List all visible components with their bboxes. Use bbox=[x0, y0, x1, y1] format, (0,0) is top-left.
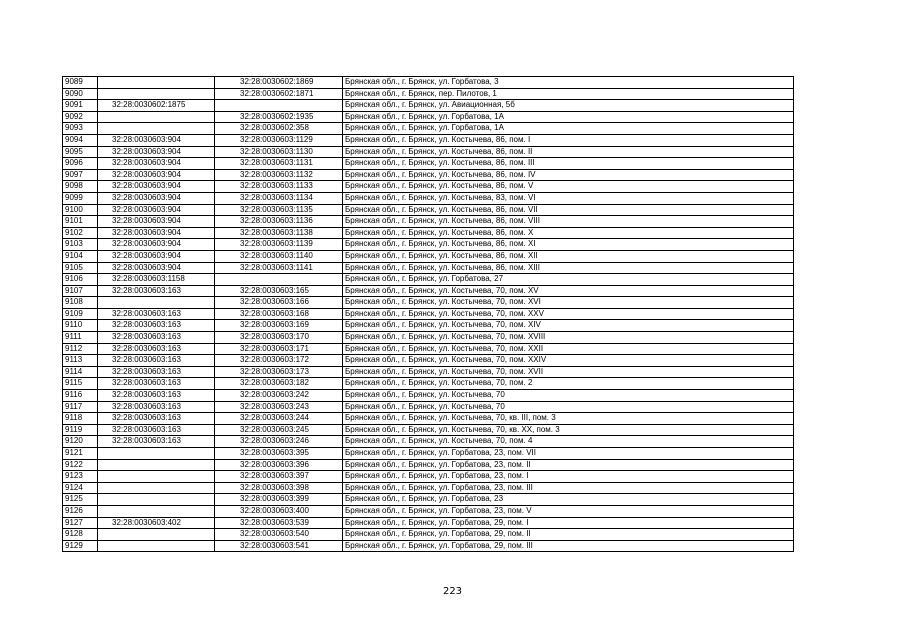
cadastral-number-cell: 32:28:0030603:1141 bbox=[215, 262, 343, 274]
cadastral-number-cell: 32:28:0030603:246 bbox=[215, 436, 343, 448]
row-number-cell: 9110 bbox=[63, 320, 98, 332]
row-number-cell: 9108 bbox=[63, 297, 98, 309]
address-cell: Брянская обл., г. Брянск, ул. Горбатова, 23 bbox=[343, 494, 794, 506]
cadastral-number-cell: 32:28:0030603:399 bbox=[215, 494, 343, 506]
cadastral-number-cell: 32:28:0030603:1134 bbox=[215, 192, 343, 204]
address-cell: Брянская обл., г. Брянск, ул. Горбатова, 29, пом. II bbox=[343, 529, 794, 541]
parent-cadastral-number-cell: 32:28:0030603:163 bbox=[98, 320, 215, 332]
table-row bbox=[63, 413, 794, 425]
cadastral-number-cell: 32:28:0030603:541 bbox=[215, 540, 343, 552]
cadastral-number-cell: 32:28:0030602:1871 bbox=[215, 88, 343, 100]
address-cell: Брянская обл., г. Брянск, ул. Костычева, 70, пом. XV bbox=[343, 285, 794, 297]
address-cell: Брянская обл., г. Брянск, ул. Костычева, 86, пом. X bbox=[343, 227, 794, 239]
row-number-cell: 9095 bbox=[63, 146, 98, 158]
row-number-cell: 9129 bbox=[63, 540, 98, 552]
cadastral-number-cell: 32:28:0030602:358 bbox=[215, 123, 343, 135]
address-cell: Брянская обл., г. Брянск, ул. Костычева, 70 bbox=[343, 390, 794, 402]
address-cell: Брянская обл., г. Брянск, ул. Костычева, 70, пом. 4 bbox=[343, 436, 794, 448]
table-row bbox=[63, 227, 794, 239]
address-cell: Брянская обл., г. Брянск, ул. Костычева, 70, пом. XVII bbox=[343, 366, 794, 378]
table-row bbox=[63, 250, 794, 262]
cadastral-number-cell: 32:28:0030603:1135 bbox=[215, 204, 343, 216]
address-cell: Брянская обл., г. Брянск, ул. Горбатова, 23, пом. III bbox=[343, 482, 794, 494]
table-row bbox=[63, 401, 794, 413]
cadastral-number-cell: 32:28:0030603:1136 bbox=[215, 216, 343, 228]
row-number-cell: 9116 bbox=[63, 390, 98, 402]
cadastral-number-cell: 32:28:0030603:396 bbox=[215, 459, 343, 471]
row-number-cell: 9121 bbox=[63, 448, 98, 460]
row-number-cell: 9104 bbox=[63, 250, 98, 262]
table-row bbox=[63, 482, 794, 494]
address-cell: Брянская обл., г. Брянск, ул. Костычева, 86, пом. I bbox=[343, 134, 794, 146]
row-number-cell: 9098 bbox=[63, 181, 98, 193]
table-row bbox=[63, 285, 794, 297]
row-number-cell: 9113 bbox=[63, 355, 98, 367]
table-row bbox=[63, 262, 794, 274]
table-row bbox=[63, 158, 794, 170]
parent-cadastral-number-cell bbox=[98, 459, 215, 471]
address-cell: Брянская обл., г. Брянск, ул. Костычева, 86, пом. V bbox=[343, 181, 794, 193]
parent-cadastral-number-cell: 32:28:0030603:904 bbox=[98, 239, 215, 251]
cadastral-table bbox=[62, 76, 794, 552]
cadastral-number-cell: 32:28:0030603:182 bbox=[215, 378, 343, 390]
parent-cadastral-number-cell: 32:28:0030603:904 bbox=[98, 262, 215, 274]
row-number-cell: 9105 bbox=[63, 262, 98, 274]
row-number-cell: 9094 bbox=[63, 134, 98, 146]
cadastral-number-cell: 32:28:0030602:1869 bbox=[215, 77, 343, 89]
cadastral-number-cell: 32:28:0030603:540 bbox=[215, 529, 343, 541]
address-cell: Брянская обл., г. Брянск, ул. Горбатова, 23, пом. V bbox=[343, 505, 794, 517]
cadastral-number-cell: 32:28:0030603:170 bbox=[215, 332, 343, 344]
parent-cadastral-number-cell bbox=[98, 297, 215, 309]
parent-cadastral-number-cell: 32:28:0030603:163 bbox=[98, 378, 215, 390]
cadastral-number-cell bbox=[215, 100, 343, 112]
parent-cadastral-number-cell: 32:28:0030603:402 bbox=[98, 517, 215, 529]
row-number-cell: 9112 bbox=[63, 343, 98, 355]
table-row bbox=[63, 343, 794, 355]
address-cell: Брянская обл., г. Брянск, ул. Костычева, 70, пом. XVIII bbox=[343, 332, 794, 344]
cadastral-number-cell: 32:28:0030603:1139 bbox=[215, 239, 343, 251]
page-number: 223 bbox=[442, 586, 463, 597]
table-row bbox=[63, 494, 794, 506]
table-row bbox=[63, 146, 794, 158]
address-cell: Брянская обл., г. Брянск, ул. Горбатова, 1А bbox=[343, 111, 794, 123]
parent-cadastral-number-cell: 32:28:0030603:904 bbox=[98, 250, 215, 262]
cadastral-number-cell: 32:28:0030603:539 bbox=[215, 517, 343, 529]
table-row bbox=[63, 517, 794, 529]
parent-cadastral-number-cell bbox=[98, 540, 215, 552]
address-cell: Брянская обл., г. Брянск, ул. Костычева, 70, пом. XXII bbox=[343, 343, 794, 355]
cadastral-number-cell: 32:28:0030603:243 bbox=[215, 401, 343, 413]
parent-cadastral-number-cell: 32:28:0030603:163 bbox=[98, 355, 215, 367]
table-row bbox=[63, 366, 794, 378]
address-cell: Брянская обл., г. Брянск, ул. Горбатова, 1А bbox=[343, 123, 794, 135]
address-cell: Брянская обл., г. Брянск, ул. Горбатова, 27 bbox=[343, 274, 794, 286]
parent-cadastral-number-cell: 32:28:0030603:904 bbox=[98, 204, 215, 216]
table-row bbox=[63, 216, 794, 228]
row-number-cell: 9122 bbox=[63, 459, 98, 471]
parent-cadastral-number-cell: 32:28:0030603:163 bbox=[98, 332, 215, 344]
row-number-cell: 9107 bbox=[63, 285, 98, 297]
table-row bbox=[63, 378, 794, 390]
address-cell: Брянская обл., г. Брянск, ул. Костычева, 70, пом. XXIV bbox=[343, 355, 794, 367]
row-number-cell: 9111 bbox=[63, 332, 98, 344]
row-number-cell: 9096 bbox=[63, 158, 98, 170]
address-cell: Брянская обл., г. Брянск, ул. Горбатова, 23, пом. VII bbox=[343, 448, 794, 460]
parent-cadastral-number-cell: 32:28:0030603:163 bbox=[98, 366, 215, 378]
cadastral-number-cell: 32:28:0030603:169 bbox=[215, 320, 343, 332]
cadastral-number-cell: 32:28:0030603:1131 bbox=[215, 158, 343, 170]
row-number-cell: 9127 bbox=[63, 517, 98, 529]
table-body bbox=[63, 77, 794, 552]
parent-cadastral-number-cell bbox=[98, 471, 215, 483]
row-number-cell: 9120 bbox=[63, 436, 98, 448]
parent-cadastral-number-cell bbox=[98, 494, 215, 506]
table-row bbox=[63, 111, 794, 123]
row-number-cell: 9124 bbox=[63, 482, 98, 494]
parent-cadastral-number-cell: 32:28:0030603:163 bbox=[98, 436, 215, 448]
row-number-cell: 9092 bbox=[63, 111, 98, 123]
table-row bbox=[63, 332, 794, 344]
parent-cadastral-number-cell: 32:28:0030602:1875 bbox=[98, 100, 215, 112]
parent-cadastral-number-cell: 32:28:0030603:904 bbox=[98, 169, 215, 181]
address-cell: Брянская обл., г. Брянск, ул. Костычева, 70, кв. III, пом. 3 bbox=[343, 413, 794, 425]
address-cell: Брянская обл., г. Брянск, ул. Костычева, 70, кв. XX, пом. 3 bbox=[343, 424, 794, 436]
row-number-cell: 9119 bbox=[63, 424, 98, 436]
row-number-cell: 9103 bbox=[63, 239, 98, 251]
parent-cadastral-number-cell: 32:28:0030603:904 bbox=[98, 181, 215, 193]
parent-cadastral-number-cell bbox=[98, 482, 215, 494]
table-row bbox=[63, 448, 794, 460]
row-number-cell: 9114 bbox=[63, 366, 98, 378]
parent-cadastral-number-cell bbox=[98, 88, 215, 100]
row-number-cell: 9099 bbox=[63, 192, 98, 204]
parent-cadastral-number-cell: 32:28:0030603:904 bbox=[98, 192, 215, 204]
row-number-cell: 9118 bbox=[63, 413, 98, 425]
address-cell: Брянская обл., г. Брянск, ул. Костычева, 86, пом. VIII bbox=[343, 216, 794, 228]
table-row bbox=[63, 274, 794, 286]
table-row bbox=[63, 390, 794, 402]
row-number-cell: 9123 bbox=[63, 471, 98, 483]
parent-cadastral-number-cell bbox=[98, 77, 215, 89]
cadastral-number-cell: 32:28:0030603:398 bbox=[215, 482, 343, 494]
row-number-cell: 9126 bbox=[63, 505, 98, 517]
table-row bbox=[63, 471, 794, 483]
address-cell: Брянская обл., г. Брянск, ул. Авиационная, 5б bbox=[343, 100, 794, 112]
row-number-cell: 9106 bbox=[63, 274, 98, 286]
row-number-cell: 9128 bbox=[63, 529, 98, 541]
table-row bbox=[63, 239, 794, 251]
cadastral-number-cell: 32:28:0030603:1132 bbox=[215, 169, 343, 181]
row-number-cell: 9093 bbox=[63, 123, 98, 135]
table-row bbox=[63, 529, 794, 541]
address-cell: Брянская обл., г. Брянск, ул. Костычева, 83, пом. VI bbox=[343, 192, 794, 204]
cadastral-number-cell bbox=[215, 274, 343, 286]
parent-cadastral-number-cell: 32:28:0030603:163 bbox=[98, 308, 215, 320]
cadastral-number-cell: 32:28:0030603:166 bbox=[215, 297, 343, 309]
table-row bbox=[63, 181, 794, 193]
table-row bbox=[63, 424, 794, 436]
address-cell: Брянская обл., г. Брянск, ул. Костычева, 86, пом. XI bbox=[343, 239, 794, 251]
table-row bbox=[63, 192, 794, 204]
cadastral-number-cell: 32:28:0030603:168 bbox=[215, 308, 343, 320]
address-cell: Брянская обл., г. Брянск, ул. Костычева, 86, пом. VII bbox=[343, 204, 794, 216]
address-cell: Брянская обл., г. Брянск, ул. Костычева, 86, пом. IV bbox=[343, 169, 794, 181]
address-cell: Брянская обл., г. Брянск, ул. Горбатова, 23, пом. I bbox=[343, 471, 794, 483]
parent-cadastral-number-cell: 32:28:0030603:1158 bbox=[98, 274, 215, 286]
cadastral-number-cell: 32:28:0030603:171 bbox=[215, 343, 343, 355]
row-number-cell: 9115 bbox=[63, 378, 98, 390]
cadastral-number-cell: 32:28:0030603:1138 bbox=[215, 227, 343, 239]
address-cell: Брянская обл., г. Брянск, ул. Горбатова, 29, пом. III bbox=[343, 540, 794, 552]
address-cell: Брянская обл., г. Брянск, ул. Костычева, 70, пом. 2 bbox=[343, 378, 794, 390]
cadastral-number-cell: 32:28:0030603:172 bbox=[215, 355, 343, 367]
address-cell: Брянская обл., г. Брянск, ул. Костычева, 86, пом. III bbox=[343, 158, 794, 170]
table-row bbox=[63, 320, 794, 332]
address-cell: Брянская обл., г. Брянск, ул. Костычева, 86, пом. XII bbox=[343, 250, 794, 262]
address-cell: Брянская обл., г. Брянск, ул. Костычева, 70, пом. XXV bbox=[343, 308, 794, 320]
parent-cadastral-number-cell: 32:28:0030603:163 bbox=[98, 285, 215, 297]
table-row bbox=[63, 77, 794, 89]
parent-cadastral-number-cell bbox=[98, 505, 215, 517]
table-row bbox=[63, 540, 794, 552]
row-number-cell: 9100 bbox=[63, 204, 98, 216]
table-row bbox=[63, 505, 794, 517]
address-cell: Брянская обл., г. Брянск, ул. Горбатова, 29, пом. I bbox=[343, 517, 794, 529]
cadastral-number-cell: 32:28:0030603:400 bbox=[215, 505, 343, 517]
cadastral-number-cell: 32:28:0030603:244 bbox=[215, 413, 343, 425]
row-number-cell: 9097 bbox=[63, 169, 98, 181]
row-number-cell: 9091 bbox=[63, 100, 98, 112]
cadastral-number-cell: 32:28:0030603:165 bbox=[215, 285, 343, 297]
address-cell: Брянская обл., г. Брянск, ул. Костычева, 86, пом. XIII bbox=[343, 262, 794, 274]
row-number-cell: 9117 bbox=[63, 401, 98, 413]
table-row bbox=[63, 123, 794, 135]
address-cell: Брянская обл., г. Брянск, ул. Костычева, 70 bbox=[343, 401, 794, 413]
row-number-cell: 9101 bbox=[63, 216, 98, 228]
address-cell: Брянская обл., г. Брянск, ул. Горбатова, 3 bbox=[343, 77, 794, 89]
row-number-cell: 9102 bbox=[63, 227, 98, 239]
parent-cadastral-number-cell bbox=[98, 123, 215, 135]
row-number-cell: 9125 bbox=[63, 494, 98, 506]
cadastral-number-cell: 32:28:0030603:1133 bbox=[215, 181, 343, 193]
cadastral-number-cell: 32:28:0030603:1140 bbox=[215, 250, 343, 262]
parent-cadastral-number-cell: 32:28:0030603:904 bbox=[98, 146, 215, 158]
cadastral-number-cell: 32:28:0030603:242 bbox=[215, 390, 343, 402]
address-cell: Брянская обл., г. Брянск, пер. Пилотов, 1 bbox=[343, 88, 794, 100]
parent-cadastral-number-cell: 32:28:0030603:904 bbox=[98, 216, 215, 228]
parent-cadastral-number-cell bbox=[98, 448, 215, 460]
row-number-cell: 9090 bbox=[63, 88, 98, 100]
cadastral-number-cell: 32:28:0030603:1129 bbox=[215, 134, 343, 146]
parent-cadastral-number-cell: 32:28:0030603:163 bbox=[98, 343, 215, 355]
table-row bbox=[63, 134, 794, 146]
cadastral-number-cell: 32:28:0030603:173 bbox=[215, 366, 343, 378]
parent-cadastral-number-cell bbox=[98, 111, 215, 123]
cadastral-number-cell: 32:28:0030603:1130 bbox=[215, 146, 343, 158]
parent-cadastral-number-cell: 32:28:0030603:904 bbox=[98, 158, 215, 170]
cadastral-number-cell: 32:28:0030603:245 bbox=[215, 424, 343, 436]
address-cell: Брянская обл., г. Брянск, ул. Костычева, 70, пом. XIV bbox=[343, 320, 794, 332]
row-number-cell: 9089 bbox=[63, 77, 98, 89]
table-row bbox=[63, 436, 794, 448]
table-row bbox=[63, 355, 794, 367]
table-row bbox=[63, 308, 794, 320]
table-row bbox=[63, 204, 794, 216]
row-number-cell: 9109 bbox=[63, 308, 98, 320]
table-row bbox=[63, 297, 794, 309]
cadastral-number-cell: 32:28:0030603:397 bbox=[215, 471, 343, 483]
table-row bbox=[63, 100, 794, 112]
address-cell: Брянская обл., г. Брянск, ул. Горбатова, 23, пом. II bbox=[343, 459, 794, 471]
address-cell: Брянская обл., г. Брянск, ул. Костычева, 86, пом. II bbox=[343, 146, 794, 158]
parent-cadastral-number-cell: 32:28:0030603:163 bbox=[98, 424, 215, 436]
parent-cadastral-number-cell: 32:28:0030603:163 bbox=[98, 413, 215, 425]
cadastral-number-cell: 32:28:0030602:1935 bbox=[215, 111, 343, 123]
cadastral-number-cell: 32:28:0030603:395 bbox=[215, 448, 343, 460]
parent-cadastral-number-cell: 32:28:0030603:163 bbox=[98, 390, 215, 402]
address-cell: Брянская обл., г. Брянск, ул. Костычева, 70, пом. XVI bbox=[343, 297, 794, 309]
parent-cadastral-number-cell bbox=[98, 529, 215, 541]
parent-cadastral-number-cell: 32:28:0030603:904 bbox=[98, 134, 215, 146]
table-row bbox=[63, 169, 794, 181]
table-row bbox=[63, 459, 794, 471]
table-row bbox=[63, 88, 794, 100]
parent-cadastral-number-cell: 32:28:0030603:163 bbox=[98, 401, 215, 413]
parent-cadastral-number-cell: 32:28:0030603:904 bbox=[98, 227, 215, 239]
